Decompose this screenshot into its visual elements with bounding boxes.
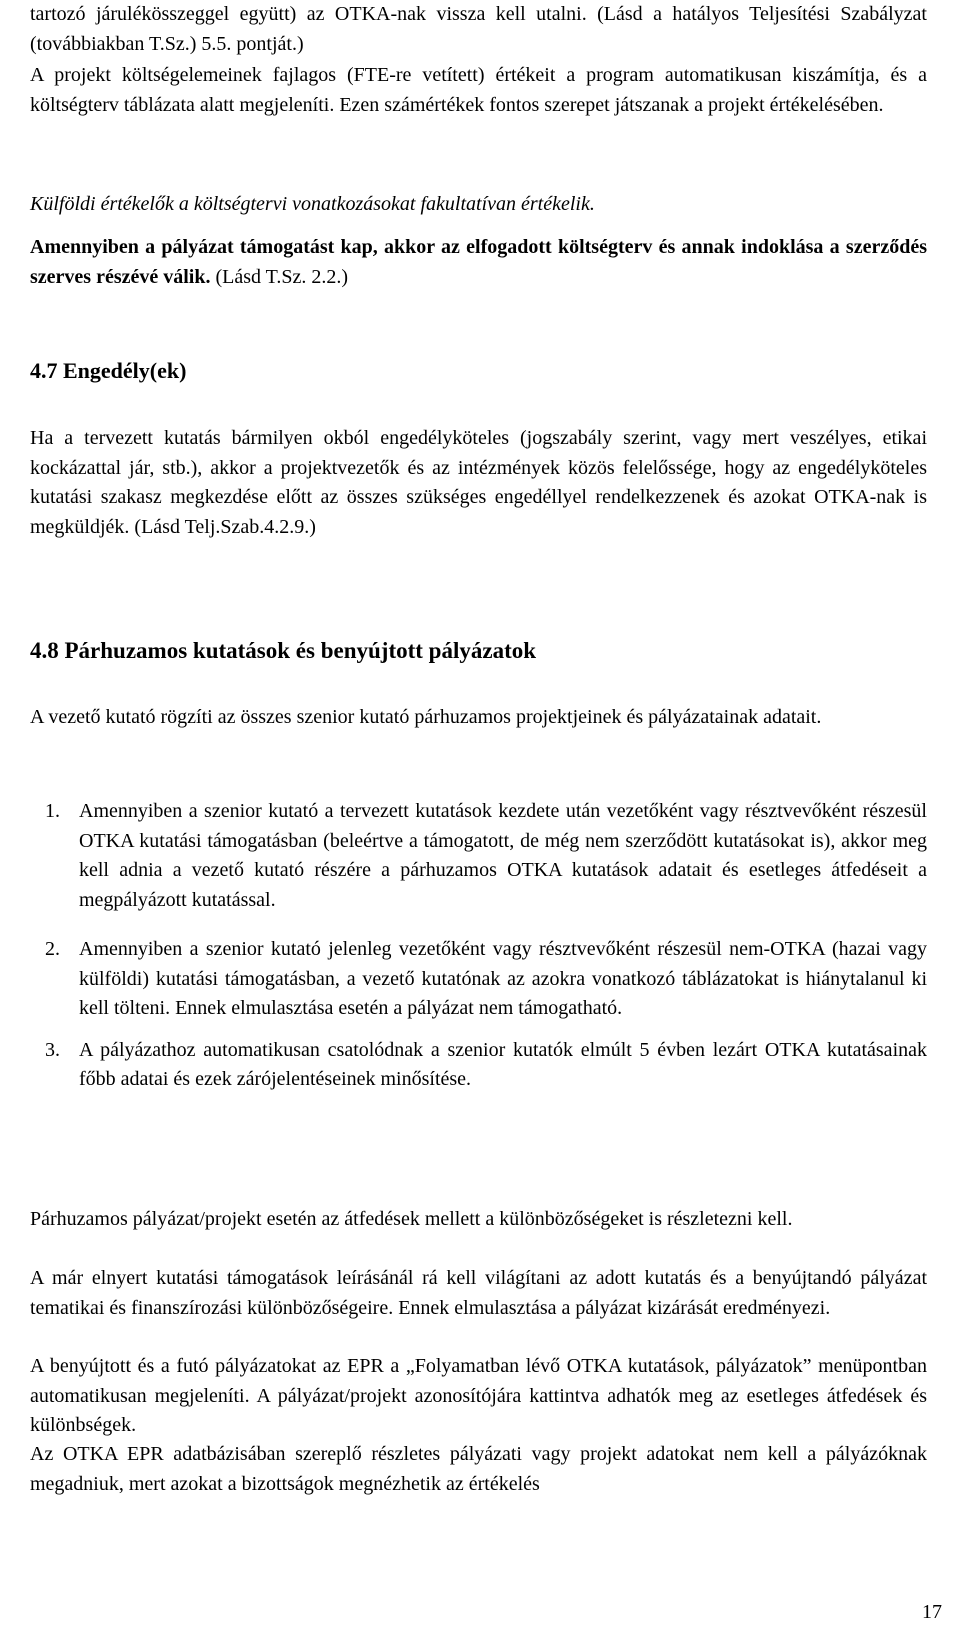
submitted-paragraph: A benyújtott és a futó pályázatokat az EPR a „Folyamatban lévő OTKA kutatások, pályázatok” menüpontban automatikusan megjeleníti. A pályázat/projekt azonosítójára kattintva adhatók meg az esetleges átfedések és különbségek. — [30, 1355, 927, 1436]
budget-paragraph: A projekt költségelemeinek fajlagos (FTE-re vetített) értékeit a program automatikusan kiszámítja, és a költségterv táblázata alatt megjeleníti. Ezen számértékek fontos szerepet játszanak a projekt értékelésében. — [30, 64, 927, 116]
intro-paragraph: tartozó járulékösszeggel együtt) az OTKA-nak vissza kell utalni. (Lásd a hatályos Teljesítési Szabályzat (továbbiakban T.Sz.) 5.5. pontját.) — [30, 3, 927, 55]
foreign-evaluators-note: Külföldi értékelők a költségtervi vonatkozásokat fakultatívan értékelik. — [30, 193, 595, 215]
parallel-paragraph: Párhuzamos pályázat/projekt esetén az átfedések mellett a különbözőségeket is részletezni kell. — [30, 1208, 793, 1230]
list-item-text: Amennyiben a szenior kutató jelenleg vezetőként vagy résztvevőként részesül nem-OTKA (hazai vagy külföldi) kutatási támogatásban, a vezető kutatónak az azokra vonatkozó táblázatokat is hiánytalanul ki kell tölteni. Ennek elmulasztása esetén a pályázat nem támogatható. — [79, 938, 927, 1019]
list-item-number: 3. — [45, 1038, 60, 1061]
list-item-text: A pályázathoz automatikusan csatolódnak a szenior kutatók elmúlt 5 évben lezárt OTKA kutatásainak főbb adatai és ezek zárójelentéseinek minősítése. — [79, 1038, 927, 1090]
won-grants-paragraph: A már elnyert kutatási támogatások leírásánál rá kell világítani az adott kutatás és a benyújtandó pályázat tematikai és finanszírozási különbözőségeire. Ennek elmulasztása a pályázat kizárását eredményezi. — [30, 1267, 927, 1319]
list-item — [30, 935, 927, 1024]
contract-reference: (Lásd T.Sz. 2.2.) — [210, 265, 349, 288]
list-item-number: 1. — [45, 800, 60, 822]
numbered-list — [30, 797, 927, 1095]
leader-paragraph: A vezető kutató rögzíti az összes szenior kutató párhuzamos projektjeinek és pályázatainak adatait. — [30, 706, 822, 728]
permit-paragraph: Ha a tervezett kutatás bármilyen okból engedélyköteles (jogszabály szerint, vagy mert veszélyes, etikai kockázattal jár, stb.), akkor a projektvezetők és az intézmények közös felelőssége, hogy az engedélyköteles kutatási szakasz megkezdése előtt az összes szükséges engedéllyel rendelkezzenek és azokat OTKA-nak is megküldjék. (Lásd Telj.Szab.4.2.9.) — [30, 427, 927, 538]
list-item — [30, 797, 927, 915]
section-4-8-heading: 4.8 Párhuzamos kutatások és benyújtott pályázatok — [30, 638, 537, 663]
contract-paragraph — [30, 233, 927, 292]
contract-bold-text: Amennyiben a pályázat támogatást kap, akkor az elfogadott költségterv és annak indoklása a szerződés szerves részévé válik. — [30, 236, 927, 288]
list-item-number: 2. — [45, 938, 60, 960]
section-4-7-heading: 4.7 Engedély(ek) — [30, 358, 187, 383]
list-item-text: Amennyiben a szenior kutató a tervezett kutatások kezdete után vezetőként vagy résztvevőként részesül OTKA kutatási támogatásban (beleértve a támogatott, de még nem szerződött kutatásokat is), akkor meg kell adnia a vezető kutató részére a párhuzamos OTKA kutatások adatait és esetleges átfedéseit a megpályázott kutatással. — [79, 800, 927, 911]
page-number: 17 — [922, 1601, 942, 1623]
epr-paragraph: Az OTKA EPR adatbázisában szereplő részletes pályázati vagy projekt adatokat nem kell a pályázóknak megadniuk, mert azokat a bizottságok megnézhetik az értékelés — [30, 1443, 927, 1495]
list-item — [30, 1036, 927, 1095]
